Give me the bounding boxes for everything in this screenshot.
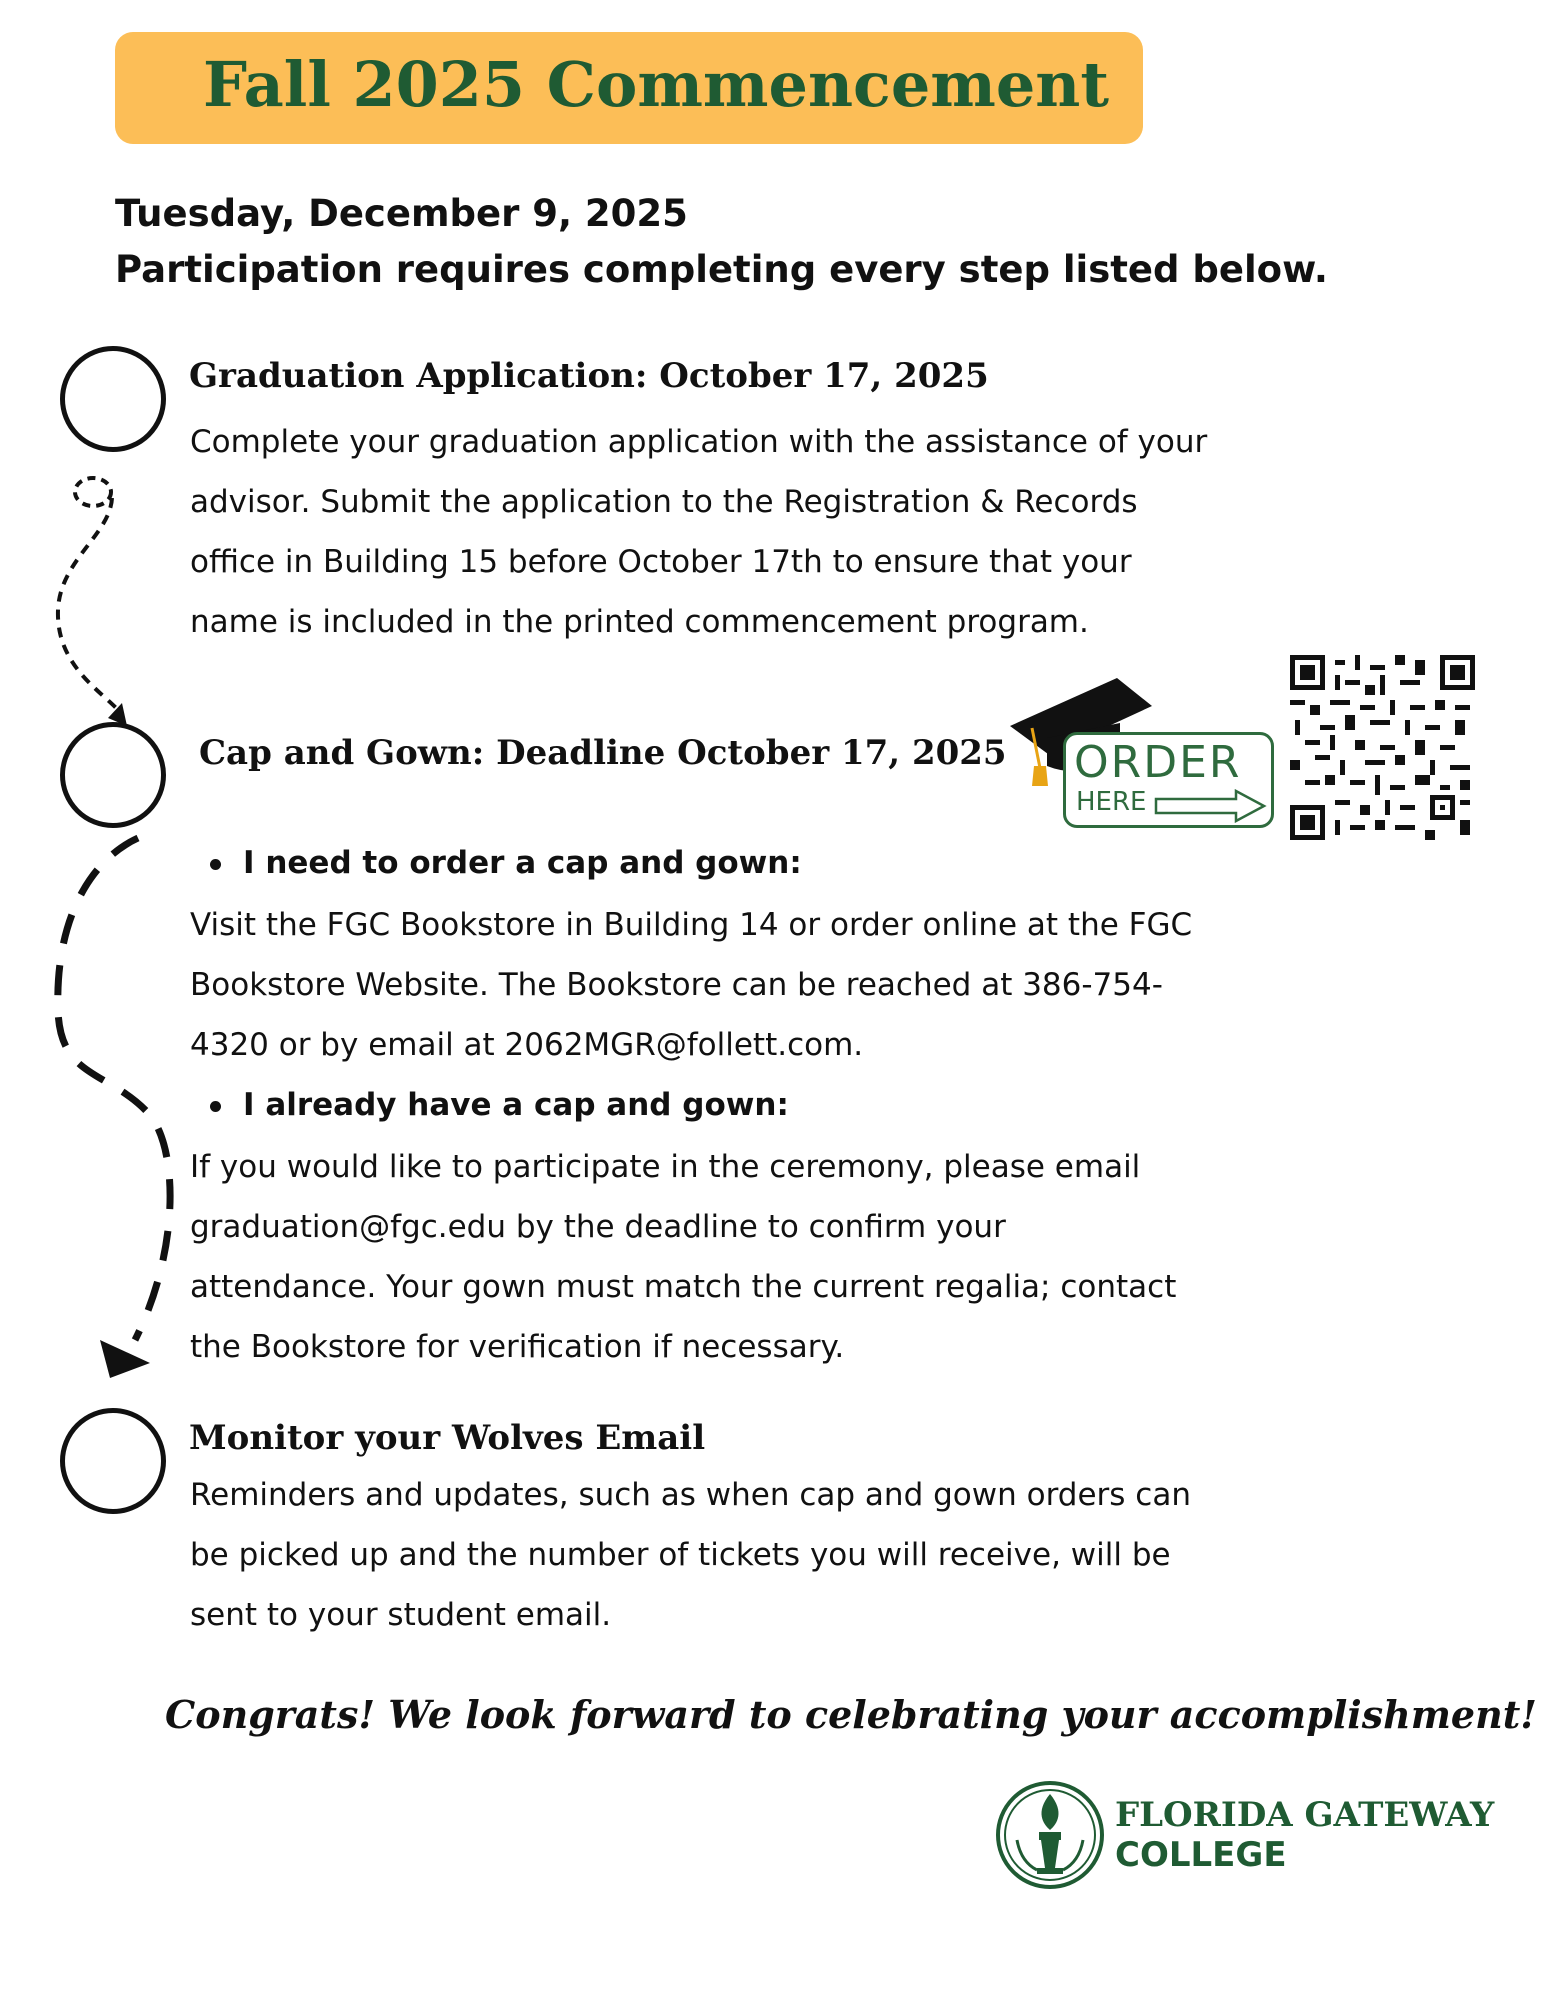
qr-code-icon[interactable] bbox=[1290, 655, 1475, 840]
bullet-have-cap-gown bbox=[210, 1087, 789, 1123]
text-line: If you would like to participate in the ceremony, please email bbox=[190, 1149, 1141, 1185]
logo-text-line-2: COLLEGE bbox=[1115, 1835, 1287, 1875]
text-line: advisor. Submit the application to the Registration & Records bbox=[190, 484, 1138, 520]
text-line: Complete your graduation application with the assistance of your bbox=[190, 424, 1208, 460]
order-cap-gown-description bbox=[190, 895, 1260, 1075]
order-here-button[interactable] bbox=[1063, 732, 1274, 828]
bullet-icon bbox=[210, 859, 221, 870]
text-line: Visit the FGC Bookstore in Building 14 or order online at the FGC bbox=[190, 907, 1193, 943]
text-line: attendance. Your gown must match the current regalia; contact bbox=[190, 1269, 1177, 1305]
have-cap-gown-description bbox=[190, 1137, 1260, 1377]
bullet-icon bbox=[210, 1101, 221, 1112]
bullet-label: I already have a cap and gown: bbox=[243, 1087, 789, 1123]
order-label: ORDER bbox=[1074, 737, 1242, 788]
bullet-order-cap-gown bbox=[210, 845, 802, 881]
text-line: the Bookstore for verification if necessary. bbox=[190, 1329, 845, 1365]
step-3-description bbox=[190, 1465, 1260, 1645]
text-line: Reminders and updates, such as when cap and gown orders can bbox=[190, 1477, 1191, 1513]
text-line: office in Building 15 before October 17th to ensure that your bbox=[190, 544, 1132, 580]
torch-seal-icon bbox=[995, 1780, 1105, 1890]
participation-note: Participation requires completing every step listed below. bbox=[115, 248, 1328, 291]
text-line: Bookstore Website. The Bookstore can be reached at 386-754- bbox=[190, 967, 1163, 1003]
bullet-label: I need to order a cap and gown: bbox=[243, 845, 802, 881]
logo-text-line-1: FLORIDA GATEWAY bbox=[1115, 1795, 1495, 1835]
step-2-heading: Cap and Gown: Deadline October 17, 2025 bbox=[199, 733, 1007, 773]
text-line: graduation@fgc.edu by the deadline to confirm your bbox=[190, 1209, 1006, 1245]
step-1-heading: Graduation Application: October 17, 2025 bbox=[189, 356, 989, 396]
text-line: sent to your student email. bbox=[190, 1597, 612, 1633]
text-line: 4320 or by email at 2062MGR@follett.com. bbox=[190, 1027, 864, 1063]
closing-message: Congrats! We look forward to celebrating your accomplishment! bbox=[165, 1692, 1537, 1737]
step-3-heading: Monitor your Wolves Email bbox=[189, 1418, 706, 1458]
page-title: Fall 2025 Commencement bbox=[203, 48, 1110, 121]
here-label: HERE bbox=[1076, 787, 1147, 817]
text-line: name is included in the printed commencement program. bbox=[190, 604, 1089, 640]
text-line: be picked up and the number of tickets you will receive, will be bbox=[190, 1537, 1171, 1573]
step-1-description bbox=[190, 412, 1260, 652]
arrow-right-icon bbox=[1154, 789, 1269, 823]
event-date: Tuesday, December 9, 2025 bbox=[115, 192, 688, 235]
